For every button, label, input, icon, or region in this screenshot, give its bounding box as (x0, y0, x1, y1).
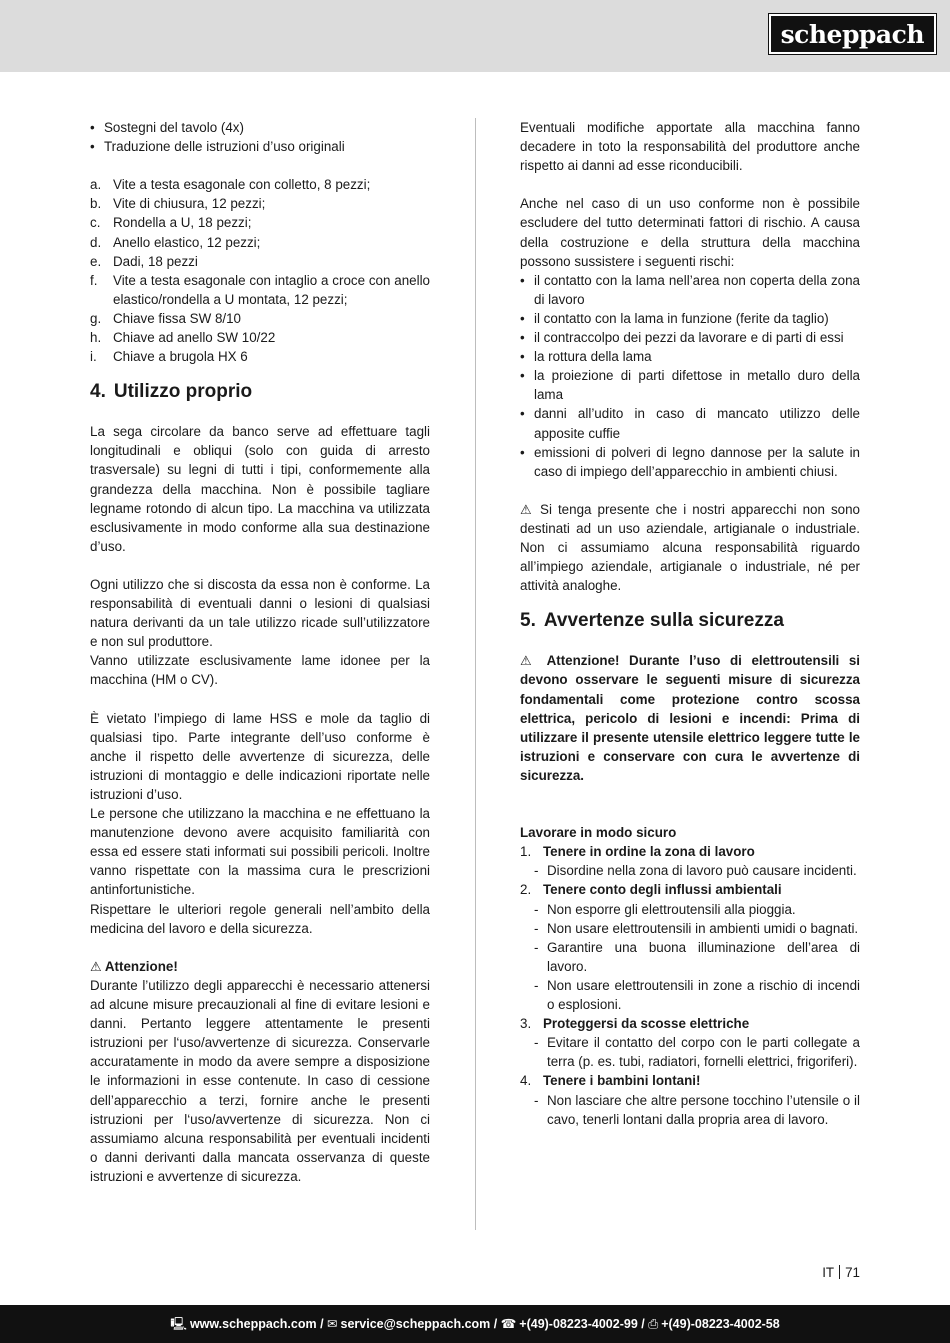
risk-item: • il contatto con la lama in funzione (ferite da taglio) (520, 309, 860, 328)
parts-item: e. Dadi, 18 pezzi (90, 253, 198, 269)
rule-heading: 4. Tenere i bambini lontani! (520, 1073, 701, 1089)
risk-item: • emissioni di polveri di legno dannose per la salute in caso di impiego dell’apparecchio in ambienti chiusi. (520, 443, 860, 481)
risk-item: • il contatto con la lama nell’area non coperta della zona di lavoro (520, 271, 860, 309)
parts-item: i. Chiave a brugola HX 6 (90, 349, 248, 365)
section-heading-5: 5. Avvertenze sulla sicurezza (520, 610, 784, 632)
list-item: • Sostegni del tavolo (4x) (90, 118, 430, 137)
paragraph: La sega circolare da banco serve ad effettuare tagli longitudinali e obliqui (solo con guida di arresto trasversale) su legni di tutti i tipi, conformemente alla grandezza della macchina. Non è possibile tagliare legname rotondo di alcun tipo. La macchina va utilizzata esclusivamente in modo conforme alla sua destinazione d’uso. (90, 424, 430, 554)
rule-item: - Disordine nella zona di lavoro può causare incidenti. (534, 863, 857, 879)
list-item: • Traduzione delle istruzioni d’uso originali (90, 137, 430, 156)
paragraph: Le persone che utilizzano la macchina e ne effettuano la manutenzione devono avere acquisito familiarità con essa ed essere stati informati sui possibili pericoli. Inoltre vanno rispettate con la massima cura le prescrizioni antinfortunistiche. (90, 806, 430, 898)
attention-label: ⚠ Attenzione! (90, 958, 178, 974)
parts-item: c. Rondella a U, 18 pezzi; (90, 215, 252, 231)
rule-item: - Non usare elettroutensili in zone a rischio di incendi o esplosioni. (534, 977, 860, 1013)
right-column (520, 118, 860, 1129)
parts-item: b. Vite di chiusura, 12 pezzi; (90, 196, 266, 212)
rule-item: - Evitare il contatto del corpo con le parti collegate a terra (p. es. tubi, radiatori, fornelli elettrici, frigoriferi). (534, 1035, 860, 1070)
brand-logo: scheppach (769, 14, 936, 54)
footer-fax: +(49)-08223-4002-58 (661, 1317, 780, 1331)
risk-item: • il contraccolpo dei pezzi da lavorare e di parti di essi (520, 328, 860, 347)
parts-item: h. Chiave ad anello SW 10/22 (90, 330, 276, 346)
footer-phone: +(49)-08223-4002-99 (519, 1317, 638, 1331)
risk-item: • la rottura della lama (520, 347, 860, 366)
parts-item: a. Vite a testa esagonale con colletto, 8 pezzi; (90, 177, 371, 193)
paragraph: Anche nel caso di un uso conforme non è possibile escludere del tutto determinati fattori di rischio. A causa della costruzione e della struttura della macchina possono sussistere i seguenti rischi: (520, 196, 860, 269)
parts-item: f. Vite a testa esagonale con intaglio a croce con anello elastico/rondella a U montata, 12 pezzi; (90, 272, 430, 307)
paragraph: ⚠ Si tenga presente che i nostri apparecchi non sono destinati ad un uso aziendale, artigianale o industriale. Non ci assumiamo alcuna responsabilità riguardo all’impiego aziendale, artigianale o industriale, né per attività analoghe. (520, 501, 860, 594)
computer-icon: 🖳 (170, 1317, 187, 1331)
rule-item: - Non usare elettroutensili in ambienti umidi o bagnati. (534, 920, 859, 936)
email-icon: ✉ (327, 1317, 338, 1331)
paragraph: È vietato l’impiego di lame HSS e mole da taglio di qualsiasi tipo. Parte integrante dell’uso conforme è anche il rispetto delle avvertenze di sicurezza, delle istruzioni di montaggio e delle indicazioni riportate nelle istruzioni d’uso. (90, 710, 430, 802)
warning-triangle-icon: ⚠ (90, 958, 102, 974)
paragraph: Durante l’utilizzo degli apparecchi è necessario attenersi ad alcune misure precauzionali al fine di evitare lesioni e danni. Pertanto leggere attentamente le presenti istruzioni per l‘uso/avvertenze di sicurezza. Conservarle accuratamente in modo da avere sempre a disposizione le informazioni in esse contenute. In caso di cessione dell’apparecchio a terzi, fornire anche le presenti istruzioni per l‘uso/avvertenze di sicurezza. Non ci assumiamo alcuna responsabilità per eventuali incidenti o danni derivanti dalla mancata osservanza di queste istruzioni e avvertenze di sicurezza. (90, 977, 430, 1184)
rule-heading: 1. Tenere in ordine la zona di lavoro (520, 844, 755, 860)
paragraph: Ogni utilizzo che si discosta da essa non è conforme. La responsabilità di eventuali danni o lesioni di qualsiasi natura derivanti da un tale utilizzo ricade sull’utilizzatore e non sul produttore. (90, 576, 430, 650)
footer-web[interactable]: www.scheppach.com (189, 1317, 317, 1331)
rule-heading: 2. Tenere conto degli influssi ambientali (520, 882, 782, 898)
subheading: Lavorare in modo sicuro (520, 825, 677, 841)
warning-triangle-icon: ⚠ (520, 653, 538, 669)
phone-icon: ☎ (500, 1317, 517, 1331)
warning-triangle-icon: ⚠ (520, 501, 534, 517)
section-heading-4: 4. Utilizzo proprio (90, 381, 253, 403)
parts-item: d. Anello elastico, 12 pezzi; (90, 234, 261, 250)
paragraph: Eventuali modifiche apportate alla macchina fanno decadere in toto la responsabilità del produttore anche rispetto ai danni ad esse riconducibili. (520, 120, 860, 174)
page-number: IT 71 (822, 1265, 860, 1280)
footer-email[interactable]: service@scheppach.com (340, 1317, 491, 1331)
rule-heading: 3. Proteggersi da scosse elettriche (520, 1016, 750, 1032)
risk-item: • la proiezione di parti difettose in metallo duro della lama (520, 366, 860, 404)
paragraph: Vanno utilizzate esclusivamente lame idonee per la macchina (HM o CV). (90, 653, 430, 688)
paragraph: Rispettare le ulteriori regole generali nell’ambito della medicina del lavoro e della sicurezza. (90, 901, 430, 936)
rule-item: - Non lasciare che altre persone tocchino l’utensile o il cavo, tenerli lontani dalla propria area di lavoro. (534, 1092, 860, 1127)
parts-item: g. Chiave fissa SW 8/10 (90, 310, 242, 326)
column-divider (475, 118, 476, 1230)
left-column (90, 118, 430, 1186)
safety-warning: ⚠ Attenzione! Durante l’uso di elettroutensili si devono osservare le seguenti misure di sicurezza fondamentali come protezione contro scossa elettrica, pericolo di lesioni e incendi: Prima di utilizzare il presente utensile elettrico leggere tutte le istruzioni e conservare con cura le avvertenze di sicurezza. (520, 653, 860, 783)
risk-item: • danni all’udito in caso di mancato utilizzo delle apposite cuffie (520, 404, 860, 442)
rule-item: - Non esporre gli elettroutensili alla pioggia. (534, 901, 796, 917)
footer-bar: 🖳 www.scheppach.com / ✉ service@scheppach.com / ☎ +(49)-08223-4002-99 / ⎙ +(49)-08223-4002-58 (0, 1305, 950, 1343)
fax-icon: ⎙ (648, 1317, 659, 1331)
rule-item: - Garantire una buona illuminazione dell’area di lavoro. (534, 939, 860, 974)
